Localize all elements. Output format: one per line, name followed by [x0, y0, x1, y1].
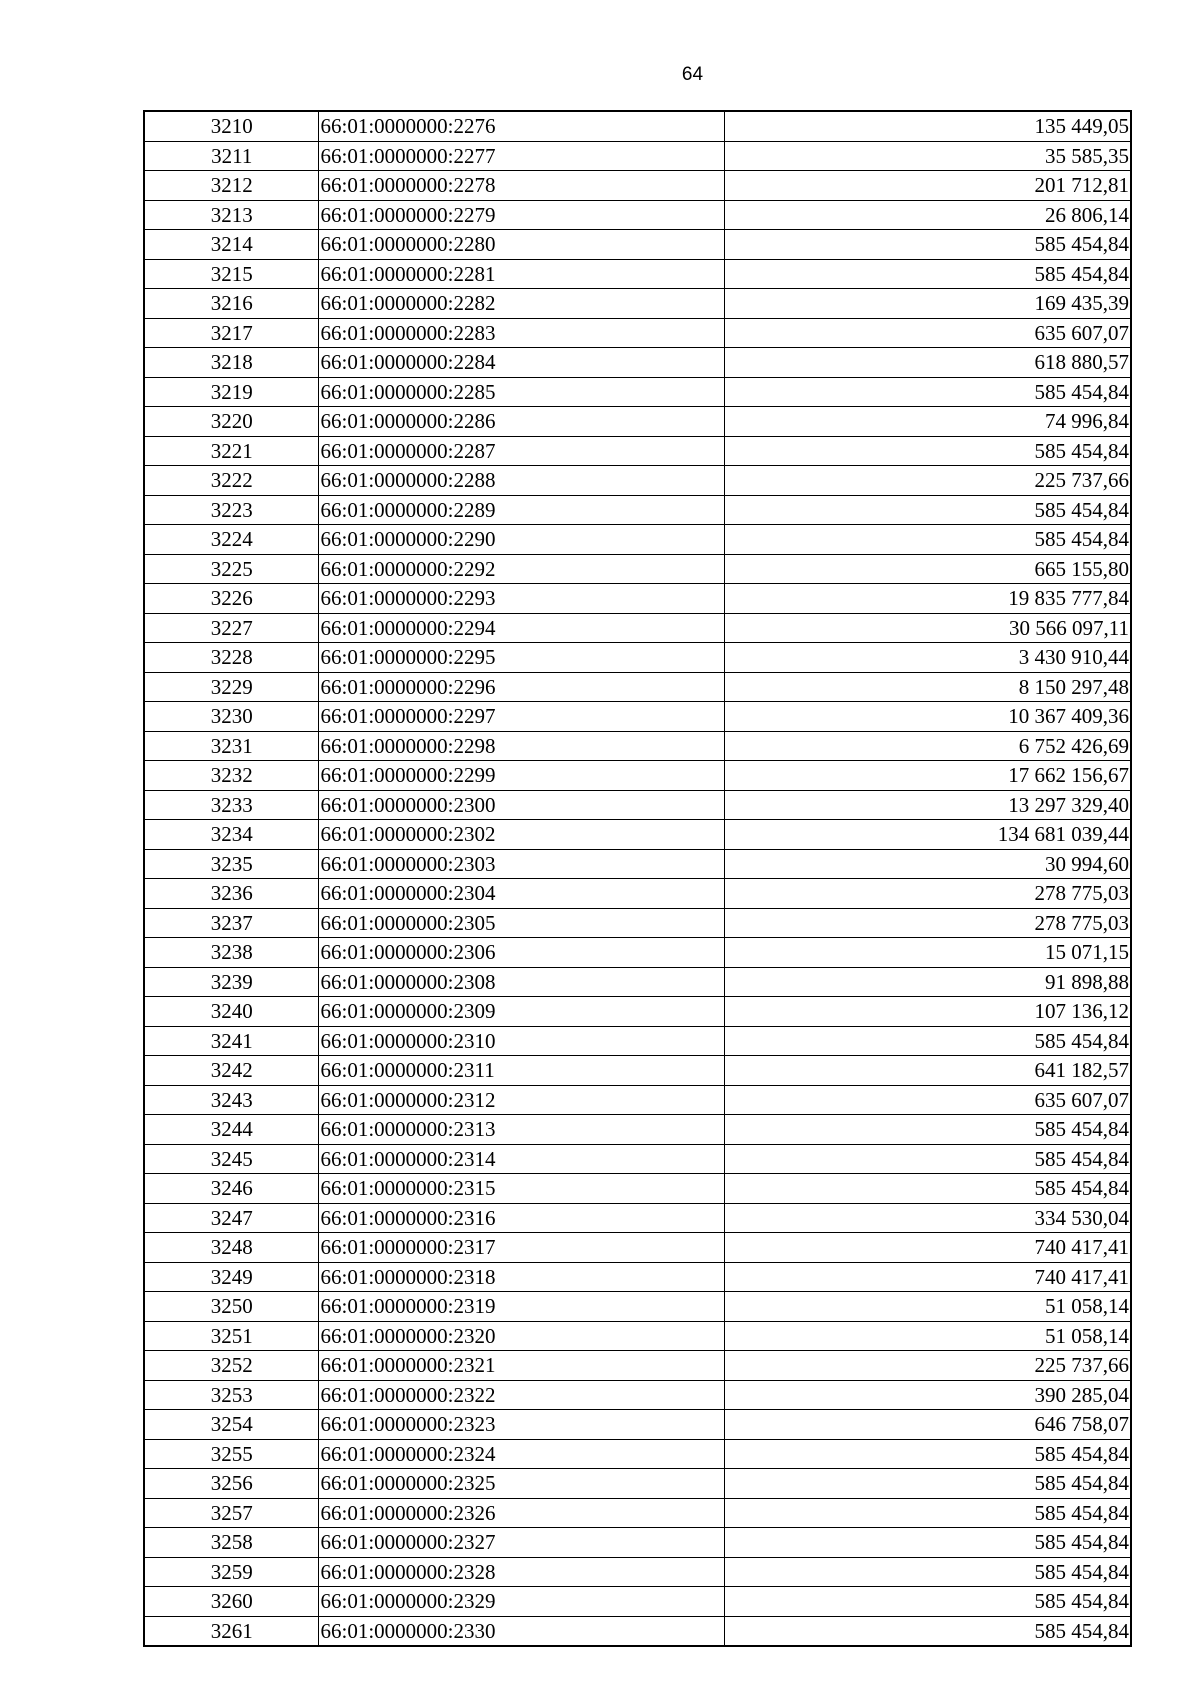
table-row — [144, 643, 1131, 673]
table-row — [144, 702, 1131, 732]
row-number-cell: 3223 — [144, 495, 318, 525]
cadastral-value-cell: 585 454,84 — [724, 1439, 1131, 1469]
row-number-cell: 3217 — [144, 318, 318, 348]
row-number-cell: 3227 — [144, 613, 318, 643]
cadastral-number-cell: 66:01:0000000:2317 — [318, 1233, 724, 1263]
table-row — [144, 879, 1131, 909]
cadastral-number-cell: 66:01:0000000:2308 — [318, 967, 724, 997]
table-row — [144, 1144, 1131, 1174]
cadastral-number-cell: 66:01:0000000:2277 — [318, 141, 724, 171]
cadastral-number-cell: 66:01:0000000:2318 — [318, 1262, 724, 1292]
cadastral-number-cell: 66:01:0000000:2282 — [318, 289, 724, 319]
row-number-cell: 3216 — [144, 289, 318, 319]
cadastral-number-cell: 66:01:0000000:2285 — [318, 377, 724, 407]
row-number-cell: 3248 — [144, 1233, 318, 1263]
cadastral-value-cell: 585 454,84 — [724, 1587, 1131, 1617]
cadastral-number-cell: 66:01:0000000:2278 — [318, 171, 724, 201]
cadastral-value-cell: 585 454,84 — [724, 1498, 1131, 1528]
row-number-cell: 3226 — [144, 584, 318, 614]
table-row — [144, 731, 1131, 761]
cadastral-value-cell: 8 150 297,48 — [724, 672, 1131, 702]
cadastral-value-cell: 665 155,80 — [724, 554, 1131, 584]
table-row — [144, 111, 1131, 141]
cadastral-number-cell: 66:01:0000000:2328 — [318, 1557, 724, 1587]
cadastral-value-cell: 278 775,03 — [724, 908, 1131, 938]
cadastral-value-cell: 646 758,07 — [724, 1410, 1131, 1440]
cadastral-value-cell: 740 417,41 — [724, 1233, 1131, 1263]
cadastral-number-cell: 66:01:0000000:2330 — [318, 1616, 724, 1646]
row-number-cell: 3257 — [144, 1498, 318, 1528]
row-number-cell: 3213 — [144, 200, 318, 230]
table-row — [144, 554, 1131, 584]
cadastral-value-cell: 19 835 777,84 — [724, 584, 1131, 614]
cadastral-value-cell: 585 454,84 — [724, 1026, 1131, 1056]
cadastral-value-cell: 585 454,84 — [724, 1557, 1131, 1587]
row-number-cell: 3220 — [144, 407, 318, 437]
row-number-cell: 3261 — [144, 1616, 318, 1646]
table-row — [144, 584, 1131, 614]
table-row — [144, 908, 1131, 938]
row-number-cell: 3222 — [144, 466, 318, 496]
table-row — [144, 1587, 1131, 1617]
table-row — [144, 1026, 1131, 1056]
row-number-cell: 3242 — [144, 1056, 318, 1086]
table-row — [144, 672, 1131, 702]
row-number-cell: 3215 — [144, 259, 318, 289]
cadastral-value-cell: 107 136,12 — [724, 997, 1131, 1027]
table-row — [144, 318, 1131, 348]
cadastral-number-cell: 66:01:0000000:2286 — [318, 407, 724, 437]
table-row — [144, 1174, 1131, 1204]
cadastral-value-cell: 225 737,66 — [724, 466, 1131, 496]
cadastral-value-cell: 201 712,81 — [724, 171, 1131, 201]
cadastral-number-cell: 66:01:0000000:2300 — [318, 790, 724, 820]
table-row — [144, 967, 1131, 997]
cadastral-number-cell: 66:01:0000000:2316 — [318, 1203, 724, 1233]
table-row — [144, 1380, 1131, 1410]
row-number-cell: 3241 — [144, 1026, 318, 1056]
row-number-cell: 3259 — [144, 1557, 318, 1587]
table-row — [144, 348, 1131, 378]
cadastral-number-cell: 66:01:0000000:2309 — [318, 997, 724, 1027]
table-row — [144, 1085, 1131, 1115]
table-row — [144, 1292, 1131, 1322]
cadastral-number-cell: 66:01:0000000:2320 — [318, 1321, 724, 1351]
cadastral-number-cell: 66:01:0000000:2284 — [318, 348, 724, 378]
row-number-cell: 3229 — [144, 672, 318, 702]
cadastral-number-cell: 66:01:0000000:2306 — [318, 938, 724, 968]
cadastral-value-cell: 390 285,04 — [724, 1380, 1131, 1410]
cadastral-number-cell: 66:01:0000000:2296 — [318, 672, 724, 702]
cadastral-value-cell: 91 898,88 — [724, 967, 1131, 997]
cadastral-number-cell: 66:01:0000000:2327 — [318, 1528, 724, 1558]
table-row — [144, 1115, 1131, 1145]
cadastral-value-table — [143, 110, 1132, 1647]
table-row — [144, 259, 1131, 289]
row-number-cell: 3246 — [144, 1174, 318, 1204]
cadastral-number-cell: 66:01:0000000:2312 — [318, 1085, 724, 1115]
table-row — [144, 820, 1131, 850]
cadastral-number-cell: 66:01:0000000:2321 — [318, 1351, 724, 1381]
cadastral-number-cell: 66:01:0000000:2294 — [318, 613, 724, 643]
cadastral-value-cell: 641 182,57 — [724, 1056, 1131, 1086]
row-number-cell: 3219 — [144, 377, 318, 407]
row-number-cell: 3250 — [144, 1292, 318, 1322]
cadastral-number-cell: 66:01:0000000:2314 — [318, 1144, 724, 1174]
cadastral-number-cell: 66:01:0000000:2303 — [318, 849, 724, 879]
cadastral-number-cell: 66:01:0000000:2276 — [318, 111, 724, 141]
cadastral-number-cell: 66:01:0000000:2310 — [318, 1026, 724, 1056]
row-number-cell: 3254 — [144, 1410, 318, 1440]
cadastral-number-cell: 66:01:0000000:2281 — [318, 259, 724, 289]
cadastral-number-cell: 66:01:0000000:2288 — [318, 466, 724, 496]
cadastral-number-cell: 66:01:0000000:2287 — [318, 436, 724, 466]
row-number-cell: 3244 — [144, 1115, 318, 1145]
cadastral-value-cell: 6 752 426,69 — [724, 731, 1131, 761]
row-number-cell: 3234 — [144, 820, 318, 850]
row-number-cell: 3231 — [144, 731, 318, 761]
row-number-cell: 3255 — [144, 1439, 318, 1469]
cadastral-value-cell: 585 454,84 — [724, 436, 1131, 466]
table-row — [144, 171, 1131, 201]
table-row — [144, 141, 1131, 171]
row-number-cell: 3212 — [144, 171, 318, 201]
cadastral-value-cell: 585 454,84 — [724, 1616, 1131, 1646]
cadastral-value-cell: 169 435,39 — [724, 289, 1131, 319]
table-row — [144, 1056, 1131, 1086]
row-number-cell: 3239 — [144, 967, 318, 997]
cadastral-number-cell: 66:01:0000000:2292 — [318, 554, 724, 584]
table-row — [144, 1498, 1131, 1528]
table-row — [144, 230, 1131, 260]
table-row — [144, 407, 1131, 437]
table-row — [144, 1410, 1131, 1440]
cadastral-number-cell: 66:01:0000000:2283 — [318, 318, 724, 348]
cadastral-number-cell: 66:01:0000000:2279 — [318, 200, 724, 230]
row-number-cell: 3260 — [144, 1587, 318, 1617]
table-row — [144, 1233, 1131, 1263]
cadastral-value-cell: 13 297 329,40 — [724, 790, 1131, 820]
cadastral-value-cell: 135 449,05 — [724, 111, 1131, 141]
table-row — [144, 1469, 1131, 1499]
cadastral-value-cell: 74 996,84 — [724, 407, 1131, 437]
cadastral-value-cell: 585 454,84 — [724, 525, 1131, 555]
cadastral-value-cell: 334 530,04 — [724, 1203, 1131, 1233]
row-number-cell: 3218 — [144, 348, 318, 378]
cadastral-number-cell: 66:01:0000000:2297 — [318, 702, 724, 732]
table-body — [144, 111, 1131, 1646]
table-row — [144, 466, 1131, 496]
cadastral-value-cell: 225 737,66 — [724, 1351, 1131, 1381]
table-row — [144, 1203, 1131, 1233]
cadastral-value-cell: 618 880,57 — [724, 348, 1131, 378]
table-row — [144, 1557, 1131, 1587]
cadastral-value-cell: 134 681 039,44 — [724, 820, 1131, 850]
cadastral-value-cell: 585 454,84 — [724, 1115, 1131, 1145]
cadastral-value-cell: 30 566 097,11 — [724, 613, 1131, 643]
row-number-cell: 3247 — [144, 1203, 318, 1233]
row-number-cell: 3232 — [144, 761, 318, 791]
cadastral-number-cell: 66:01:0000000:2302 — [318, 820, 724, 850]
row-number-cell: 3258 — [144, 1528, 318, 1558]
cadastral-value-cell: 35 585,35 — [724, 141, 1131, 171]
cadastral-number-cell: 66:01:0000000:2323 — [318, 1410, 724, 1440]
cadastral-value-cell: 585 454,84 — [724, 377, 1131, 407]
table-row — [144, 613, 1131, 643]
cadastral-number-cell: 66:01:0000000:2311 — [318, 1056, 724, 1086]
page-number: 64 — [681, 64, 704, 85]
row-number-cell: 3245 — [144, 1144, 318, 1174]
cadastral-number-cell: 66:01:0000000:2329 — [318, 1587, 724, 1617]
row-number-cell: 3251 — [144, 1321, 318, 1351]
cadastral-value-cell: 585 454,84 — [724, 1174, 1131, 1204]
row-number-cell: 3237 — [144, 908, 318, 938]
table-row — [144, 1262, 1131, 1292]
cadastral-value-cell: 740 417,41 — [724, 1262, 1131, 1292]
cadastral-value-cell: 30 994,60 — [724, 849, 1131, 879]
cadastral-value-cell: 585 454,84 — [724, 1144, 1131, 1174]
cadastral-number-cell: 66:01:0000000:2293 — [318, 584, 724, 614]
cadastral-number-cell: 66:01:0000000:2322 — [318, 1380, 724, 1410]
cadastral-number-cell: 66:01:0000000:2319 — [318, 1292, 724, 1322]
table-row — [144, 1351, 1131, 1381]
cadastral-number-cell: 66:01:0000000:2295 — [318, 643, 724, 673]
cadastral-number-cell: 66:01:0000000:2298 — [318, 731, 724, 761]
cadastral-value-cell: 585 454,84 — [724, 230, 1131, 260]
cadastral-number-cell: 66:01:0000000:2305 — [318, 908, 724, 938]
cadastral-number-cell: 66:01:0000000:2324 — [318, 1439, 724, 1469]
table-row — [144, 761, 1131, 791]
row-number-cell: 3224 — [144, 525, 318, 555]
row-number-cell: 3243 — [144, 1085, 318, 1115]
row-number-cell: 3240 — [144, 997, 318, 1027]
table-row — [144, 1616, 1131, 1646]
row-number-cell: 3228 — [144, 643, 318, 673]
table-row — [144, 1528, 1131, 1558]
table-row — [144, 200, 1131, 230]
table-row — [144, 1439, 1131, 1469]
cadastral-value-cell: 15 071,15 — [724, 938, 1131, 968]
table-row — [144, 938, 1131, 968]
table-row — [144, 377, 1131, 407]
table-row — [144, 790, 1131, 820]
row-number-cell: 3210 — [144, 111, 318, 141]
row-number-cell: 3256 — [144, 1469, 318, 1499]
cadastral-value-cell: 10 367 409,36 — [724, 702, 1131, 732]
row-number-cell: 3214 — [144, 230, 318, 260]
cadastral-value-cell: 585 454,84 — [724, 495, 1131, 525]
table-row — [144, 436, 1131, 466]
cadastral-value-cell: 26 806,14 — [724, 200, 1131, 230]
cadastral-value-cell: 585 454,84 — [724, 1469, 1131, 1499]
table-row — [144, 1321, 1131, 1351]
cadastral-number-cell: 66:01:0000000:2290 — [318, 525, 724, 555]
row-number-cell: 3225 — [144, 554, 318, 584]
row-number-cell: 3249 — [144, 1262, 318, 1292]
row-number-cell: 3253 — [144, 1380, 318, 1410]
table-row — [144, 997, 1131, 1027]
row-number-cell: 3252 — [144, 1351, 318, 1381]
cadastral-number-cell: 66:01:0000000:2313 — [318, 1115, 724, 1145]
table-row — [144, 525, 1131, 555]
cadastral-number-cell: 66:01:0000000:2315 — [318, 1174, 724, 1204]
cadastral-number-cell: 66:01:0000000:2304 — [318, 879, 724, 909]
cadastral-number-cell: 66:01:0000000:2325 — [318, 1469, 724, 1499]
row-number-cell: 3230 — [144, 702, 318, 732]
cadastral-value-cell: 51 058,14 — [724, 1292, 1131, 1322]
cadastral-number-cell: 66:01:0000000:2289 — [318, 495, 724, 525]
row-number-cell: 3236 — [144, 879, 318, 909]
cadastral-value-cell: 635 607,07 — [724, 1085, 1131, 1115]
cadastral-value-cell: 278 775,03 — [724, 879, 1131, 909]
cadastral-number-cell: 66:01:0000000:2299 — [318, 761, 724, 791]
row-number-cell: 3211 — [144, 141, 318, 171]
table-row — [144, 495, 1131, 525]
row-number-cell: 3235 — [144, 849, 318, 879]
cadastral-value-cell: 3 430 910,44 — [724, 643, 1131, 673]
table-row — [144, 849, 1131, 879]
row-number-cell: 3221 — [144, 436, 318, 466]
row-number-cell: 3238 — [144, 938, 318, 968]
cadastral-value-cell: 585 454,84 — [724, 259, 1131, 289]
cadastral-value-cell: 635 607,07 — [724, 318, 1131, 348]
cadastral-number-cell: 66:01:0000000:2326 — [318, 1498, 724, 1528]
row-number-cell: 3233 — [144, 790, 318, 820]
table-row — [144, 289, 1131, 319]
cadastral-value-cell: 51 058,14 — [724, 1321, 1131, 1351]
cadastral-value-cell: 17 662 156,67 — [724, 761, 1131, 791]
cadastral-value-cell: 585 454,84 — [724, 1528, 1131, 1558]
cadastral-number-cell: 66:01:0000000:2280 — [318, 230, 724, 260]
